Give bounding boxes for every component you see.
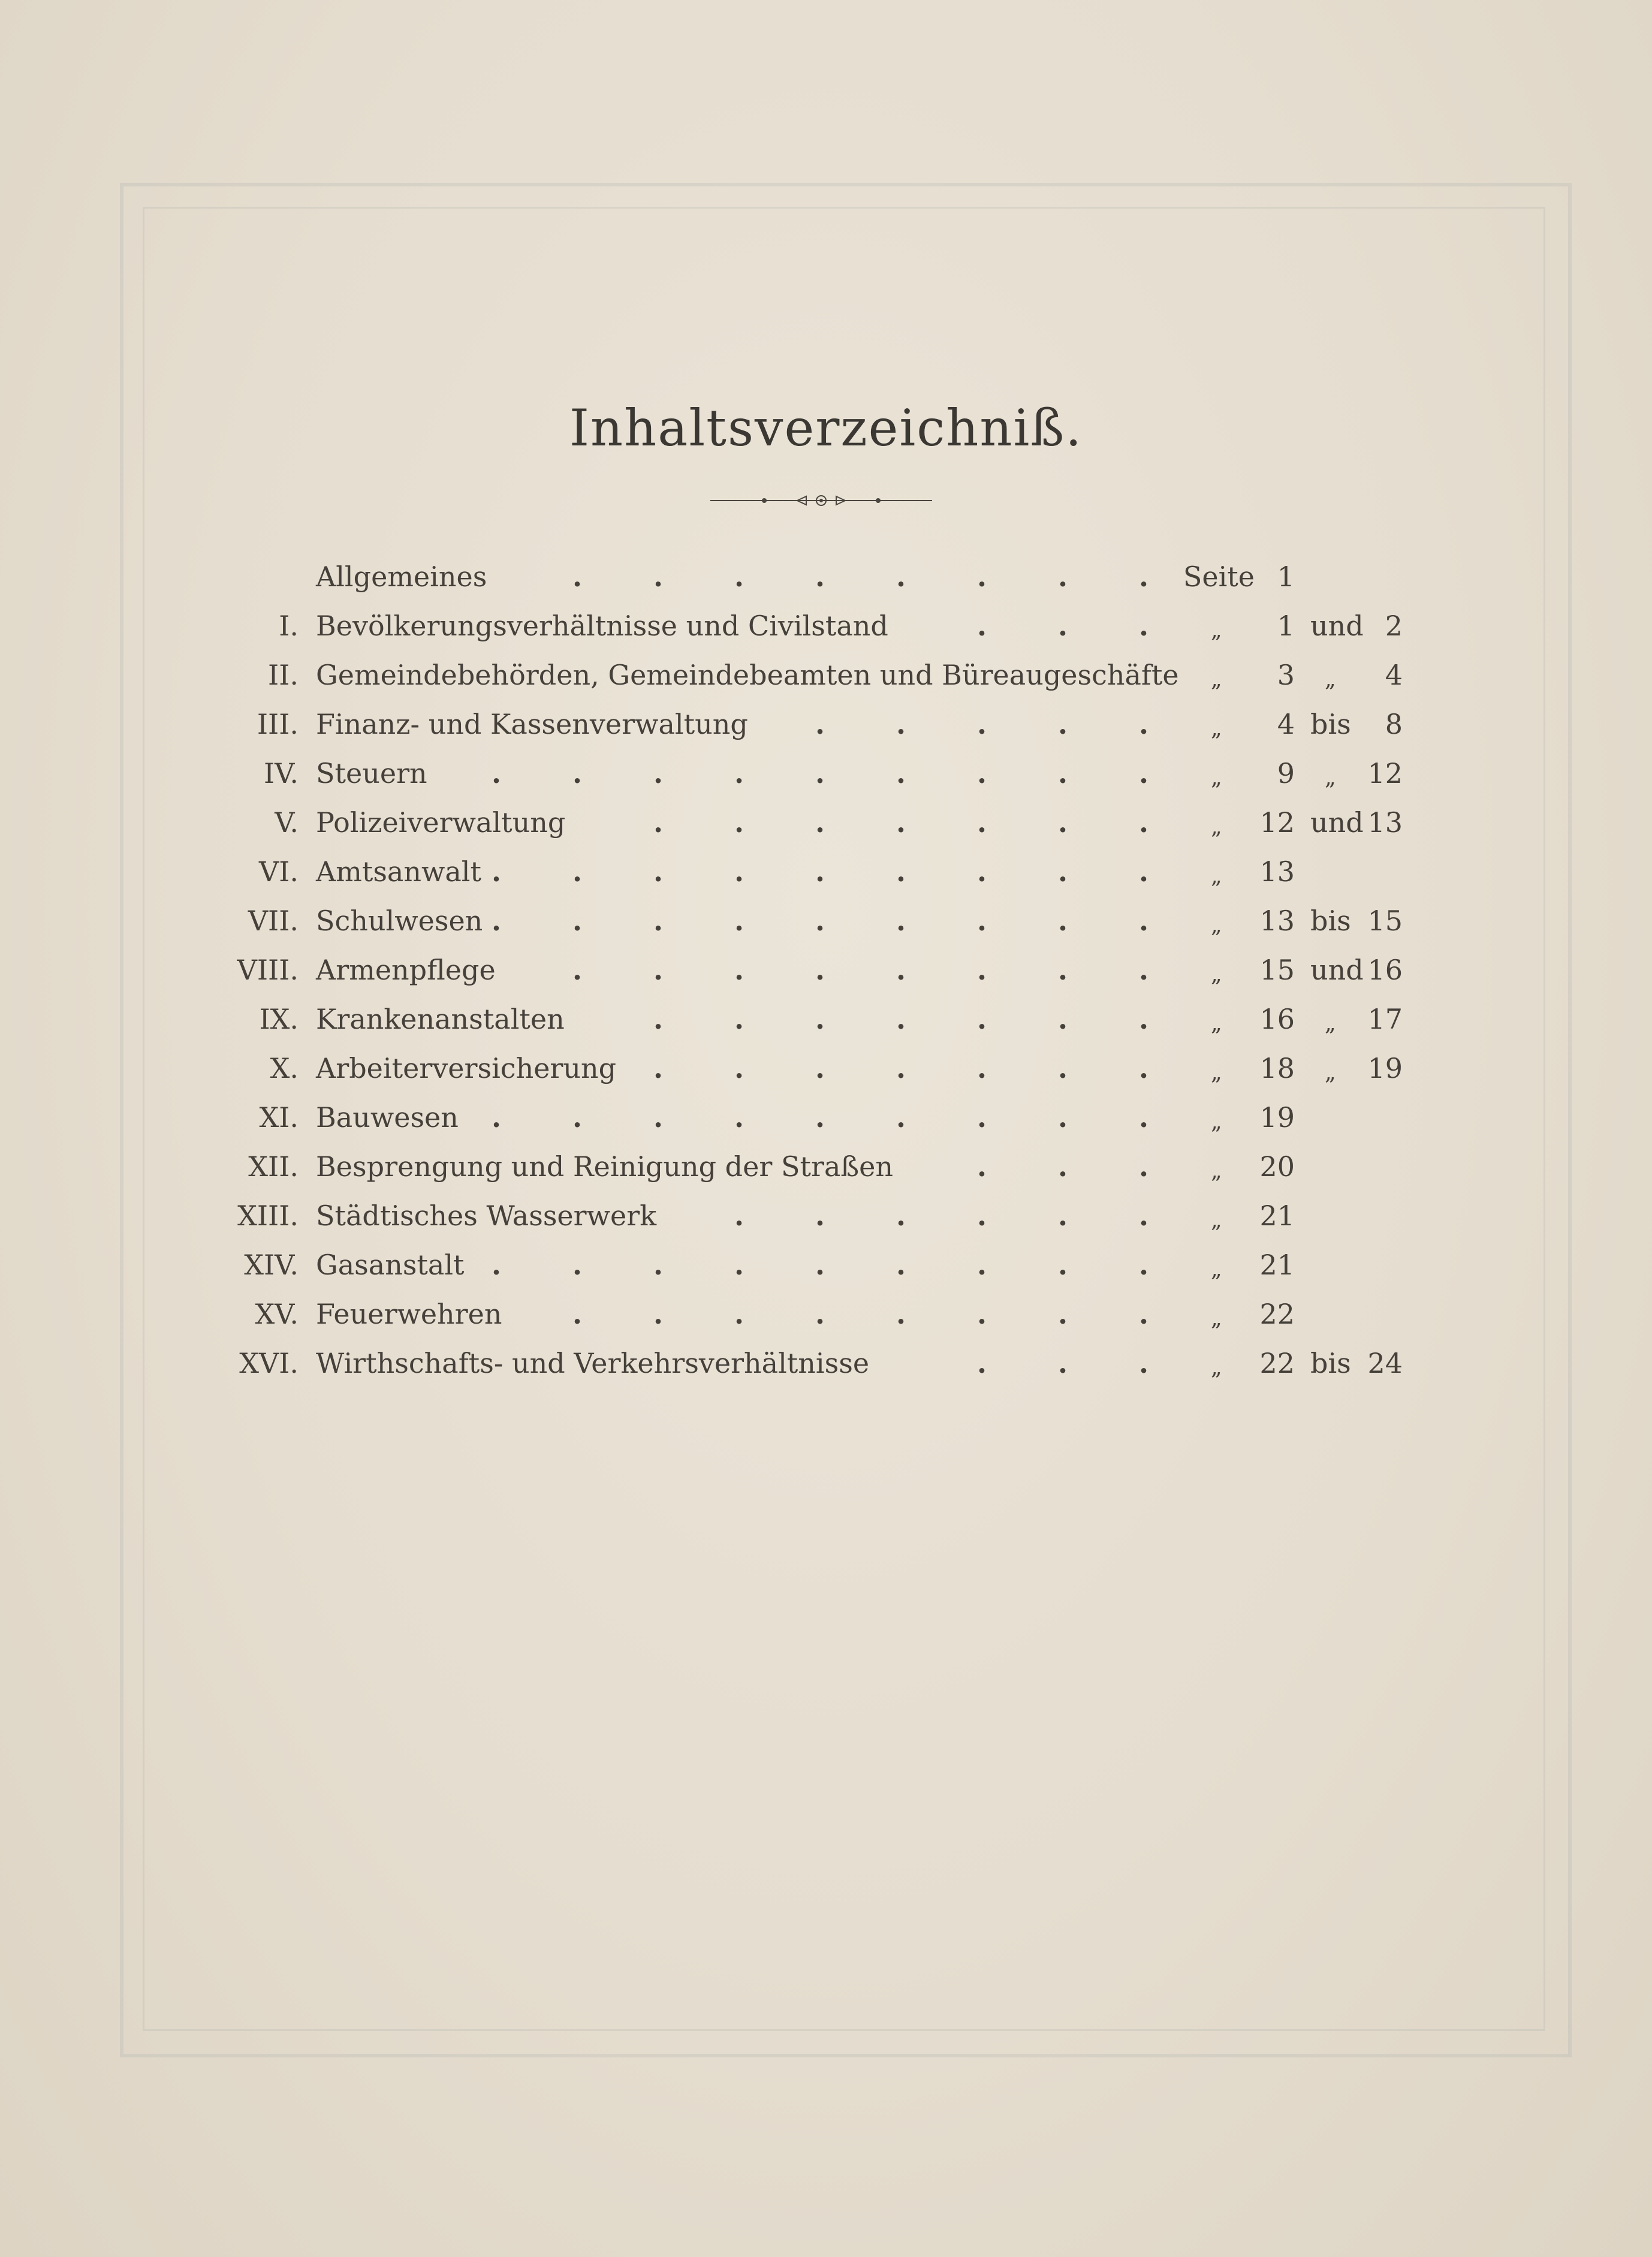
chapter-title: Bauwesen xyxy=(316,1101,459,1134)
page-range-connector: bis xyxy=(1310,1347,1351,1379)
ditto-mark: „ xyxy=(1211,1011,1222,1036)
page-range-connector: bis xyxy=(1310,708,1351,740)
page-number-start: 12 xyxy=(1259,806,1295,839)
page-number-start: 15 xyxy=(1259,954,1295,986)
leader-dot: . xyxy=(492,1249,502,1281)
leader-dot: . xyxy=(492,1101,502,1134)
leader-dot: . xyxy=(653,905,664,937)
chapter-number: IX. xyxy=(259,1003,299,1035)
chapter-number: XIII. xyxy=(237,1200,299,1232)
leader-dot: . xyxy=(977,1347,987,1379)
leader-dot: . xyxy=(653,1052,664,1084)
leader-dot: . xyxy=(734,757,744,790)
page-range-connector: „ xyxy=(1325,766,1336,790)
leader-dot: . xyxy=(1058,1347,1068,1379)
ditto-mark: „ xyxy=(1211,716,1222,741)
leader-dot: . xyxy=(653,806,664,839)
leader-dot: . xyxy=(1058,806,1068,839)
chapter-number: XI. xyxy=(259,1101,299,1134)
leader-dot: . xyxy=(1139,1200,1149,1232)
page-number-start: 21 xyxy=(1259,1249,1295,1281)
page-title: Inhaltsverzeichniß. xyxy=(569,399,1083,457)
page-range-connector: „ xyxy=(1325,667,1336,692)
toc-row xyxy=(0,954,1652,1003)
toc-row xyxy=(0,757,1652,806)
chapter-title: Wirthschafts- und Verkehrsverhältnisse xyxy=(316,1347,870,1379)
leader-dot: . xyxy=(1139,708,1149,740)
ditto-mark: „ xyxy=(1211,766,1222,790)
leader-dot: . xyxy=(896,1003,906,1035)
leader-dot: . xyxy=(1139,1249,1149,1281)
page-number-start: 21 xyxy=(1259,1200,1295,1232)
leader-dot: . xyxy=(1139,561,1149,593)
leader-dot: . xyxy=(1058,1298,1068,1330)
leader-dot: . xyxy=(977,855,987,888)
leader-dot: . xyxy=(653,1298,664,1330)
leader-dot: . xyxy=(896,954,906,986)
leader-dot: . xyxy=(977,1249,987,1281)
page-number-end: 19 xyxy=(1367,1052,1403,1084)
toc-row xyxy=(0,855,1652,905)
toc-row xyxy=(0,1249,1652,1298)
toc-row xyxy=(0,806,1652,855)
chapter-number: XIV. xyxy=(244,1249,299,1281)
leader-dot: . xyxy=(896,1298,906,1330)
leader-dot: . xyxy=(815,954,825,986)
leader-dot: . xyxy=(653,1003,664,1035)
chapter-number: II. xyxy=(268,659,299,691)
page-number-start: 1 xyxy=(1277,561,1295,593)
toc-row xyxy=(0,1003,1652,1052)
leader-dot: . xyxy=(977,561,987,593)
ditto-mark: „ xyxy=(1211,667,1222,692)
leader-dot: . xyxy=(653,757,664,790)
chapter-title: Schulwesen xyxy=(316,905,483,937)
leader-dot: . xyxy=(896,855,906,888)
toc-row xyxy=(0,1347,1652,1396)
leader-dot: . xyxy=(572,1249,583,1281)
leader-dot: . xyxy=(572,855,583,888)
leader-dot: . xyxy=(653,954,664,986)
leader-dot: . xyxy=(653,1101,664,1134)
leader-dot: . xyxy=(1058,1003,1068,1035)
chapter-title: Armenpflege xyxy=(316,954,496,986)
chapter-title: Krankenanstalten xyxy=(316,1003,565,1035)
toc-row xyxy=(0,708,1652,757)
leader-dot: . xyxy=(977,1150,987,1183)
page-number-end: 8 xyxy=(1385,708,1403,740)
ditto-mark: „ xyxy=(1211,1060,1222,1085)
chapter-title: Bevölkerungsverhältnisse und Civilstand xyxy=(316,610,888,642)
leader-dot: . xyxy=(977,806,987,839)
leader-dot: . xyxy=(896,806,906,839)
leader-dot: . xyxy=(1139,1298,1149,1330)
leader-dot: . xyxy=(1139,1347,1149,1379)
leader-dot: . xyxy=(492,905,502,937)
leader-dot: . xyxy=(1058,561,1068,593)
ditto-mark: „ xyxy=(1211,1110,1222,1134)
toc-row xyxy=(0,1052,1652,1101)
chapter-number: XV. xyxy=(255,1298,299,1330)
leader-dot: . xyxy=(572,1298,583,1330)
leader-dot: . xyxy=(572,1101,583,1134)
leader-dot: . xyxy=(1058,954,1068,986)
toc-row xyxy=(0,1200,1652,1249)
leader-dot: . xyxy=(1139,905,1149,937)
page-number-end: 17 xyxy=(1367,1003,1403,1035)
page-number-start: 1 xyxy=(1277,610,1295,642)
leader-dot: . xyxy=(572,561,583,593)
leader-dot: . xyxy=(653,855,664,888)
leader-dot: . xyxy=(815,1200,825,1232)
ditto-mark: „ xyxy=(1211,864,1222,888)
chapter-number: III. xyxy=(257,708,299,740)
page-range-connector: bis xyxy=(1310,905,1351,937)
leader-dot: . xyxy=(815,1052,825,1084)
page-word: Seite xyxy=(1183,561,1255,593)
page-number-end: 12 xyxy=(1367,757,1403,790)
leader-dot: . xyxy=(1139,757,1149,790)
page-range-connector: und xyxy=(1310,610,1364,642)
leader-dot: . xyxy=(1058,905,1068,937)
chapter-number: I. xyxy=(279,610,299,642)
leader-dot: . xyxy=(977,1298,987,1330)
leader-dot: . xyxy=(572,757,583,790)
toc-row xyxy=(0,905,1652,954)
page-range-connector: „ xyxy=(1325,1060,1336,1085)
leader-dot: . xyxy=(734,1200,744,1232)
page-number-end: 16 xyxy=(1367,954,1403,986)
chapter-number: VII. xyxy=(248,905,299,937)
leader-dot: . xyxy=(977,610,987,642)
leader-dot: . xyxy=(977,954,987,986)
page-number-start: 18 xyxy=(1259,1052,1295,1084)
page-number-start: 22 xyxy=(1259,1298,1295,1330)
leader-dot: . xyxy=(492,855,502,888)
chapter-number: V. xyxy=(275,806,299,839)
leader-dot: . xyxy=(815,1101,825,1134)
page-number-start: 13 xyxy=(1259,855,1295,888)
chapter-title: Feuerwehren xyxy=(316,1298,502,1330)
leader-dot: . xyxy=(815,708,825,740)
leader-dot: . xyxy=(977,1200,987,1232)
ditto-mark: „ xyxy=(1211,1355,1222,1380)
ditto-mark: „ xyxy=(1211,1257,1222,1282)
title-ornament xyxy=(707,489,935,513)
chapter-number: VIII. xyxy=(237,954,299,986)
leader-dot: . xyxy=(1139,610,1149,642)
toc-row xyxy=(0,1298,1652,1347)
leader-dot: . xyxy=(896,905,906,937)
leader-dot: . xyxy=(572,954,583,986)
leader-dot: . xyxy=(977,1052,987,1084)
leader-dot: . xyxy=(734,1249,744,1281)
leader-dot: . xyxy=(734,1298,744,1330)
leader-dot: . xyxy=(734,1101,744,1134)
leader-dot: . xyxy=(896,561,906,593)
leader-dot: . xyxy=(1139,954,1149,986)
leader-dot: . xyxy=(977,1101,987,1134)
page-number-start: 9 xyxy=(1277,757,1295,790)
leader-dot: . xyxy=(1058,1200,1068,1232)
chapter-number: X. xyxy=(270,1052,299,1084)
leader-dot: . xyxy=(815,806,825,839)
chapter-title: Gasanstalt xyxy=(316,1249,465,1281)
page-range-connector: „ xyxy=(1325,1011,1336,1036)
toc-row xyxy=(0,659,1652,708)
leader-dot: . xyxy=(734,1052,744,1084)
chapter-number: XVI. xyxy=(239,1347,299,1379)
leader-dot: . xyxy=(896,757,906,790)
leader-dot: . xyxy=(815,757,825,790)
chapter-number: IV. xyxy=(264,757,299,790)
ditto-mark: „ xyxy=(1211,618,1222,643)
chapter-title: Allgemeines xyxy=(316,561,487,593)
chapter-number: XII. xyxy=(248,1150,299,1183)
leader-dot: . xyxy=(896,1249,906,1281)
page-number-start: 13 xyxy=(1259,905,1295,937)
chapter-number: VI. xyxy=(258,855,299,888)
leader-dot: . xyxy=(815,905,825,937)
page-number-end: 2 xyxy=(1385,610,1403,642)
toc-row xyxy=(0,1101,1652,1150)
toc-row xyxy=(0,561,1652,610)
page-range-connector: und xyxy=(1310,954,1364,986)
leader-dot: . xyxy=(977,905,987,937)
leader-dot: . xyxy=(1139,1150,1149,1183)
leader-dot: . xyxy=(1139,855,1149,888)
leader-dot: . xyxy=(896,708,906,740)
toc-row xyxy=(0,1150,1652,1200)
page-number-end: 15 xyxy=(1367,905,1403,937)
page-number-start: 16 xyxy=(1259,1003,1295,1035)
leader-dot: . xyxy=(1058,708,1068,740)
chapter-title: Arbeiterversicherung xyxy=(316,1052,617,1084)
leader-dot: . xyxy=(734,905,744,937)
leader-dot: . xyxy=(653,1249,664,1281)
leader-dot: . xyxy=(572,905,583,937)
leader-dot: . xyxy=(977,708,987,740)
leader-dot: . xyxy=(977,1003,987,1035)
leader-dot: . xyxy=(653,561,664,593)
leader-dot: . xyxy=(492,757,502,790)
leader-dot: . xyxy=(977,757,987,790)
chapter-title: Steuern xyxy=(316,757,427,790)
leader-dot: . xyxy=(815,855,825,888)
chapter-title: Besprengung und Reinigung der Straßen xyxy=(316,1150,893,1183)
toc-row xyxy=(0,610,1652,659)
leader-dot: . xyxy=(1058,1052,1068,1084)
ditto-mark: „ xyxy=(1211,1208,1222,1233)
page-number-start: 3 xyxy=(1277,659,1295,691)
page-number-start: 19 xyxy=(1259,1101,1295,1134)
ditto-mark: „ xyxy=(1211,1159,1222,1183)
page-number-start: 20 xyxy=(1259,1150,1295,1183)
leader-dot: . xyxy=(1139,1003,1149,1035)
page-number-start: 22 xyxy=(1259,1347,1295,1379)
leader-dot: . xyxy=(896,1200,906,1232)
leader-dot: . xyxy=(896,1052,906,1084)
chapter-title: Gemeindebehörden, Gemeindebeamten und Büreaugeschäfte xyxy=(316,659,1179,691)
ditto-mark: „ xyxy=(1211,913,1222,938)
ditto-mark: „ xyxy=(1211,1306,1222,1331)
page-number-start: 4 xyxy=(1277,708,1295,740)
leader-dot: . xyxy=(1058,855,1068,888)
leader-dot: . xyxy=(1139,1101,1149,1134)
leader-dot: . xyxy=(1058,1249,1068,1281)
leader-dot: . xyxy=(815,1298,825,1330)
leader-dot: . xyxy=(734,855,744,888)
ditto-mark: „ xyxy=(1211,962,1222,987)
leader-dot: . xyxy=(1058,757,1068,790)
leader-dot: . xyxy=(734,806,744,839)
leader-dot: . xyxy=(734,954,744,986)
leader-dot: . xyxy=(815,1003,825,1035)
page-number-end: 4 xyxy=(1385,659,1403,691)
leader-dot: . xyxy=(896,1101,906,1134)
page-range-connector: und xyxy=(1310,806,1364,839)
leader-dot: . xyxy=(1139,1052,1149,1084)
leader-dot: . xyxy=(1058,1150,1068,1183)
ditto-mark: „ xyxy=(1211,815,1222,839)
leader-dot: . xyxy=(734,561,744,593)
page-number-end: 24 xyxy=(1367,1347,1403,1379)
chapter-title: Polizeiverwaltung xyxy=(316,806,566,839)
leader-dot: . xyxy=(815,561,825,593)
leader-dot: . xyxy=(734,1003,744,1035)
page-number-end: 13 xyxy=(1367,806,1403,839)
chapter-title: Städtisches Wasserwerk xyxy=(316,1200,657,1232)
leader-dot: . xyxy=(815,1249,825,1281)
leader-dot: . xyxy=(1058,1101,1068,1134)
leader-dot: . xyxy=(1058,610,1068,642)
leader-dot: . xyxy=(1139,806,1149,839)
chapter-title: Amtsanwalt xyxy=(316,855,481,888)
chapter-title: Finanz- und Kassenverwaltung xyxy=(316,708,748,740)
